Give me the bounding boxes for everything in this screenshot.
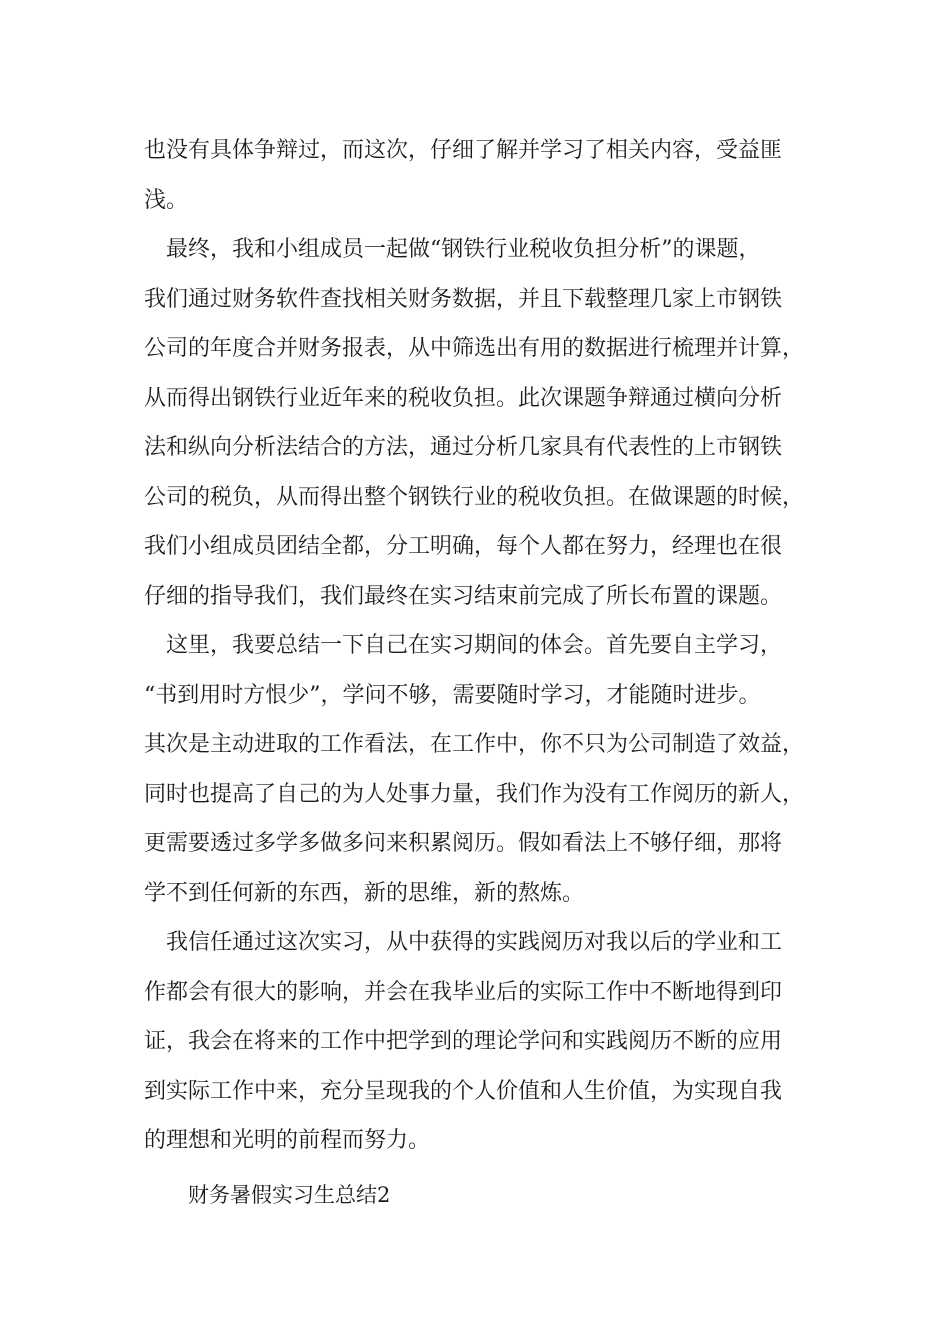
paragraph-4-line-1: 我信任通过这次实习，从中获得的实践阅历对我以后的学业和工 <box>166 930 783 955</box>
paragraph-2-line-2: 我们通过财务软件查找相关财务数据，并且下载整理几家上市钢铁 <box>144 287 783 312</box>
section-heading: 财务暑假实习生总结2 <box>188 1183 391 1207</box>
paragraph-2-line-4: 从而得出钢铁行业近年来的税收负担。此次课题争辩通过横向分析 <box>144 386 783 411</box>
paragraph-2-line-7: 我们小组成员团结全都，分工明确，每个人都在努力，经理也在很 <box>144 534 783 559</box>
paragraph-4-line-3: 证，我会在将来的工作中把学到的理论学问和实践阅历不断的应用 <box>144 1029 783 1054</box>
paragraph-4-line-5: 的理想和光明的前程而努力。 <box>144 1128 431 1153</box>
paragraph-2-line-8: 仔细的指导我们，我们最终在实习结束前完成了所长布置的课题。 <box>144 584 783 609</box>
paragraph-1-line-2: 浅。 <box>144 188 189 213</box>
paragraph-3-line-5: 更需要透过多学多做多问来积累阅历。假如看法上不够仔细，那将 <box>144 831 783 856</box>
paragraph-2-line-6: 公司的税负，从而得出整个钢铁行业的税收负担。在做课题的时候， <box>144 485 805 510</box>
paragraph-1-line-1: 也没有具体争辩过，而这次，仔细了解并学习了相关内容，受益匪 <box>144 138 783 163</box>
paragraph-3-line-1: 这里，我要总结一下自己在实习期间的体会。首先要自主学习， <box>166 633 783 658</box>
paragraph-2-line-1: 最终，我和小组成员一起做“钢铁行业税收负担分析”的课题， <box>166 237 761 262</box>
paragraph-3-line-6: 学不到任何新的东西，新的思维，新的熬炼。 <box>144 881 585 906</box>
paragraph-3-line-2: “书到用时方恨少”，学问不够，需要随时学习，才能随时进步。 <box>144 683 761 708</box>
paragraph-4-line-4: 到实际工作中来，充分呈现我的个人价值和人生价值，为实现自我 <box>144 1079 783 1104</box>
paragraph-2-line-3: 公司的年度合并财务报表，从中筛选出有用的数据进行梳理并计算， <box>144 336 805 361</box>
paragraph-4-line-2: 作都会有很大的影响，并会在我毕业后的实际工作中不断地得到印 <box>144 980 783 1005</box>
paragraph-3-line-4: 同时也提高了自己的为人处事力量，我们作为没有工作阅历的新人， <box>144 782 805 807</box>
paragraph-3-line-3: 其次是主动进取的工作看法，在工作中，你不只为公司制造了效益， <box>144 732 805 757</box>
paragraph-2-line-5: 法和纵向分析法结合的方法，通过分析几家具有代表性的上市钢铁 <box>144 435 783 460</box>
